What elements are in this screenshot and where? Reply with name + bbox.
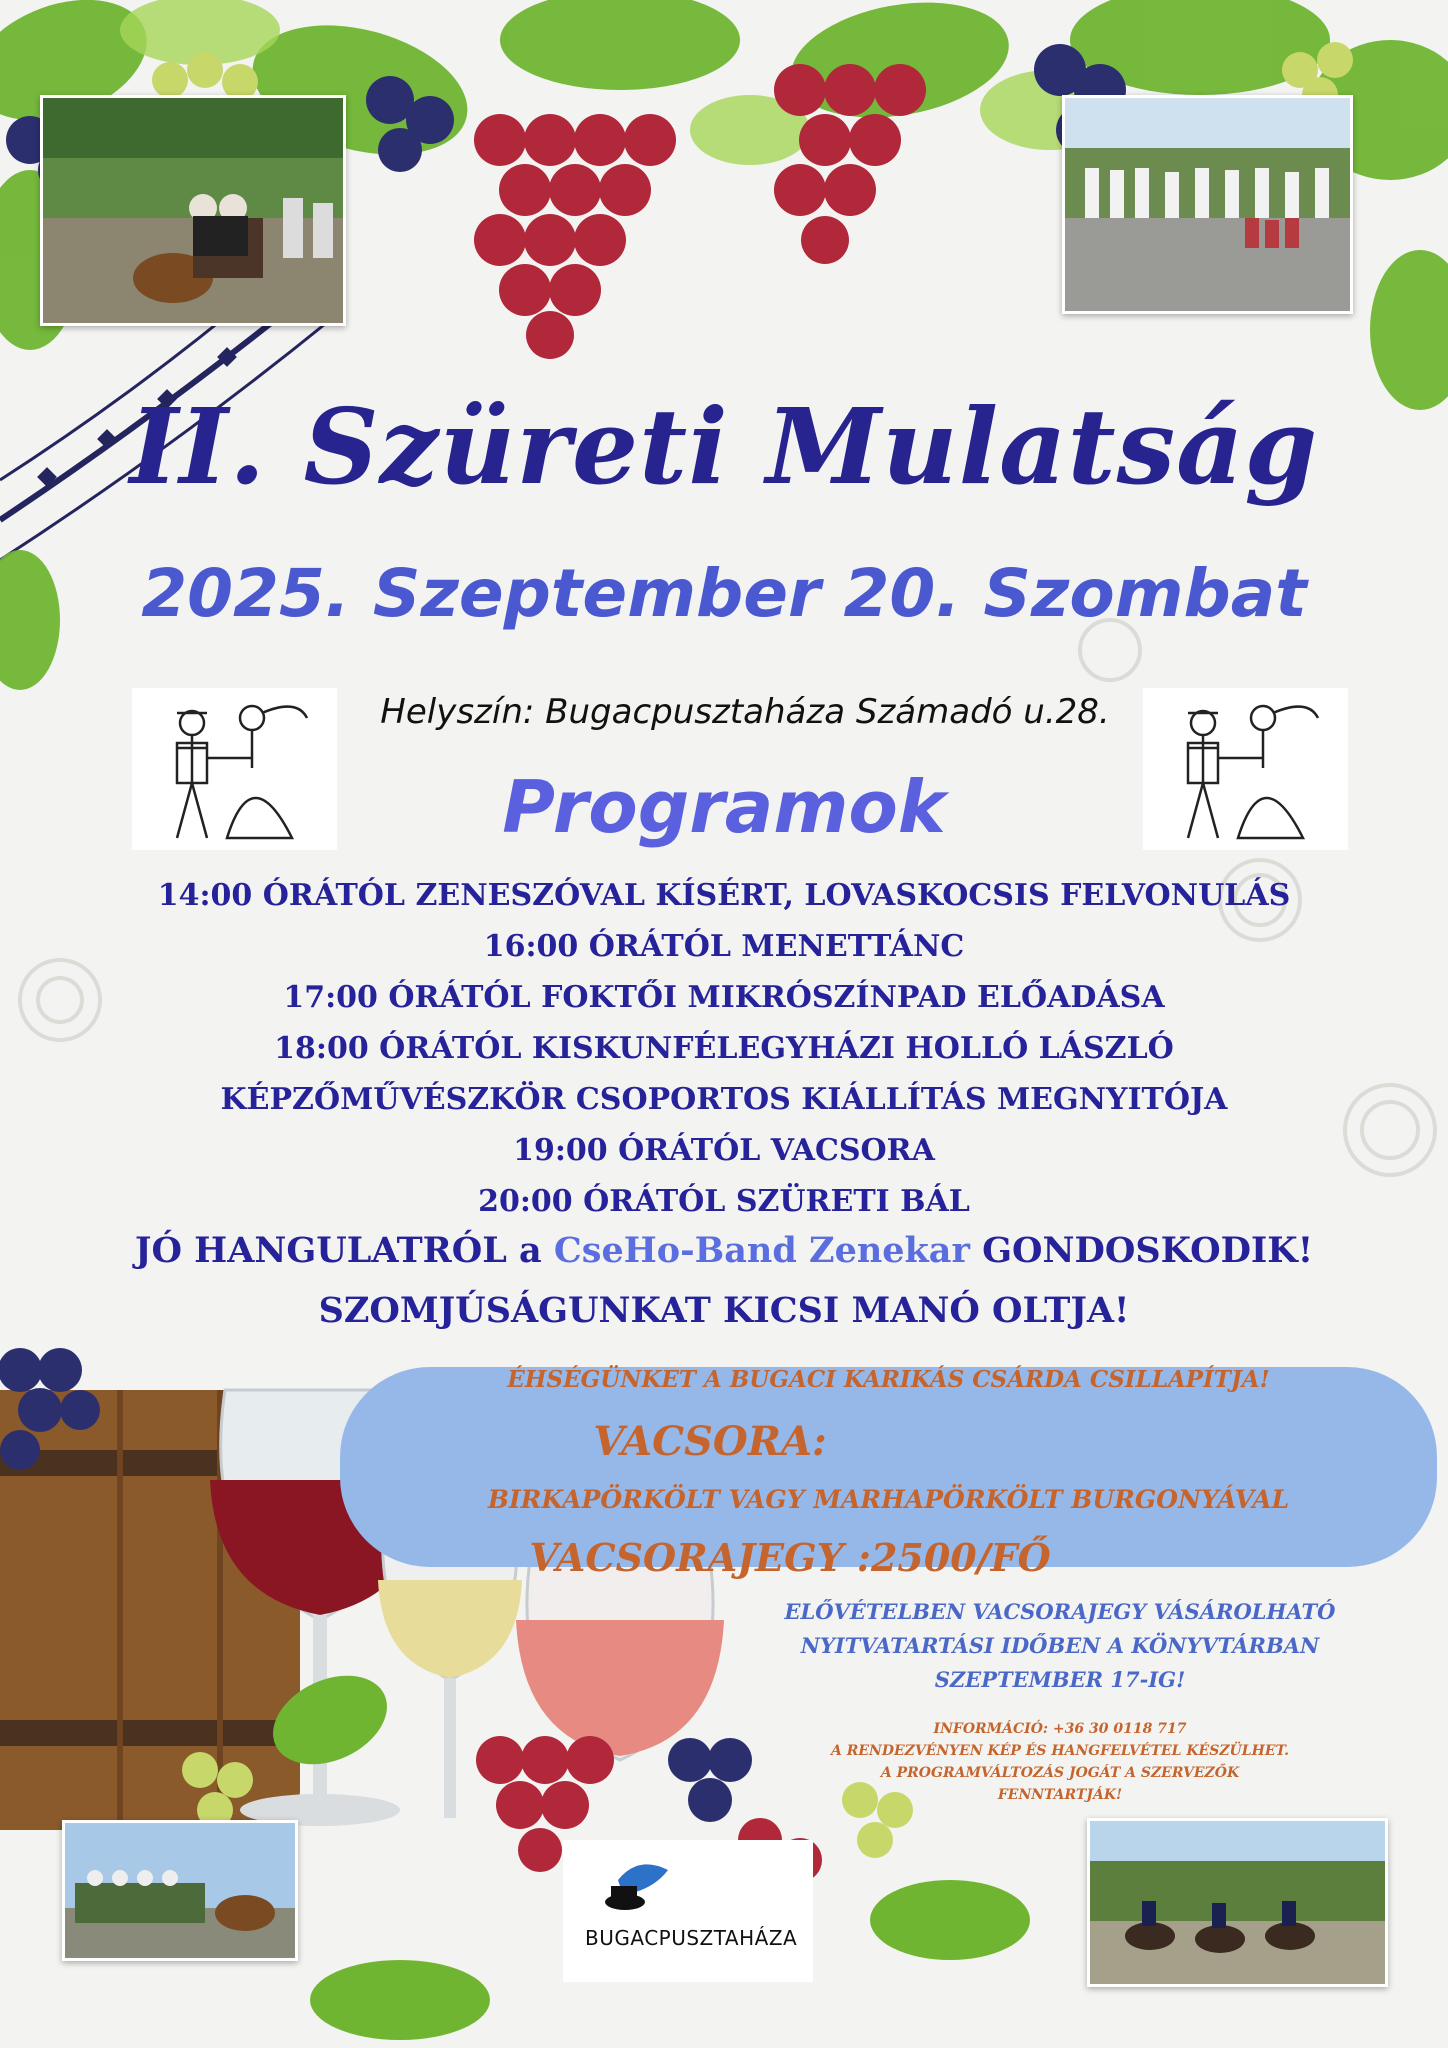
photo-folk-dancers: [1062, 95, 1353, 314]
presale-line: NYITVATARTÁSI IDŐBEN A KÖNYVTÁRBAN: [800, 1633, 1320, 1658]
presale-line: ELŐVÉTELBEN VACSORAJEGY VÁSÁROLHATÓ: [784, 1599, 1336, 1624]
schedule-item: 14:00 ÓRÁTÓL ZENESZÓVAL KÍSÉRT, LOVASKOCSIS FELVONULÁS: [157, 878, 1291, 913]
mood-prefix: JÓ HANGULATRÓL a: [134, 1230, 542, 1271]
schedule-item: KÉPZŐMŰVÉSZKÖR CSOPORTOS KIÁLLÍTÁS MEGNYITÓJA: [220, 1082, 1228, 1117]
info-line: FENNTARTJÁK!: [997, 1787, 1123, 1803]
mood-suffix: GONDOSKODIK!: [982, 1230, 1314, 1271]
dinner-menu: BIRKAPÖRKÖLT VAGY MARHAPÖRKÖLT BURGONYÁVAL: [487, 1485, 1290, 1514]
schedule-item: 17:00 ÓRÁTÓL FOKTŐI MIKRÓSZÍNPAD ELŐADÁSA: [283, 980, 1165, 1015]
programs-heading: Programok: [502, 765, 946, 849]
band-name: CseHo-Band Zenekar: [553, 1230, 970, 1271]
mood-line: [0, 1230, 1448, 1271]
presale-info: [720, 1595, 1400, 1697]
info-line: A PROGRAMVÁLTOZÁS JOGÁT A SZERVEZŐK: [880, 1765, 1240, 1781]
schedule-item: 20:00 ÓRÁTÓL SZÜRETI BÁL: [478, 1184, 970, 1219]
dinner-heading: VACSORA:: [593, 1418, 827, 1465]
photo-riders: [1087, 1818, 1388, 1987]
logo-text: BUGACPUSZTAHÁZA: [585, 1926, 798, 1950]
info-line: A RENDEZVÉNYEN KÉP ÉS HANGFELVÉTEL KÉSZÜLHET.: [830, 1743, 1289, 1759]
thirst-line: SZOMJÚSÁGUNKAT KICSI MANÓ OLTJA!: [318, 1290, 1130, 1331]
event-title: II. Szüreti Mulatság: [129, 385, 1319, 508]
contact-info: [780, 1718, 1340, 1806]
grape-cluster-top-center: [474, 114, 676, 359]
info-line: INFORMÁCIÓ: +36 30 0118 717: [933, 1721, 1187, 1737]
bugacpusztahaza-logo: [563, 1840, 813, 1982]
photo-horse-carriage: [40, 95, 346, 326]
grape-cluster-top-right: [774, 64, 926, 264]
dinner-ticket-price: VACSORAJEGY :2500/FŐ: [529, 1535, 1051, 1580]
event-venue: Helyszín: Bugacpusztaháza Számadó u.28.: [380, 692, 1110, 732]
photo-wagon-ride: [62, 1820, 298, 1961]
event-date: 2025. Szeptember 20. Szombat: [141, 555, 1307, 632]
program-schedule: [0, 870, 1448, 1227]
presale-line: SZEPTEMBER 17-IG!: [934, 1667, 1186, 1692]
wine-glass-rose: [516, 1560, 724, 1760]
hunger-line: ÉHSÉGÜNKET A BUGACI KARIKÁS CSÁRDA CSILLAPÍTJA!: [507, 1366, 1270, 1393]
schedule-item: 16:00 ÓRÁTÓL MENETTÁNC: [483, 929, 965, 964]
schedule-item: 18:00 ÓRÁTÓL KISKUNFÉLEGYHÁZI HOLLÓ LÁSZLÓ: [274, 1031, 1174, 1066]
schedule-item: 19:00 ÓRÁTÓL VACSORA: [513, 1133, 935, 1168]
